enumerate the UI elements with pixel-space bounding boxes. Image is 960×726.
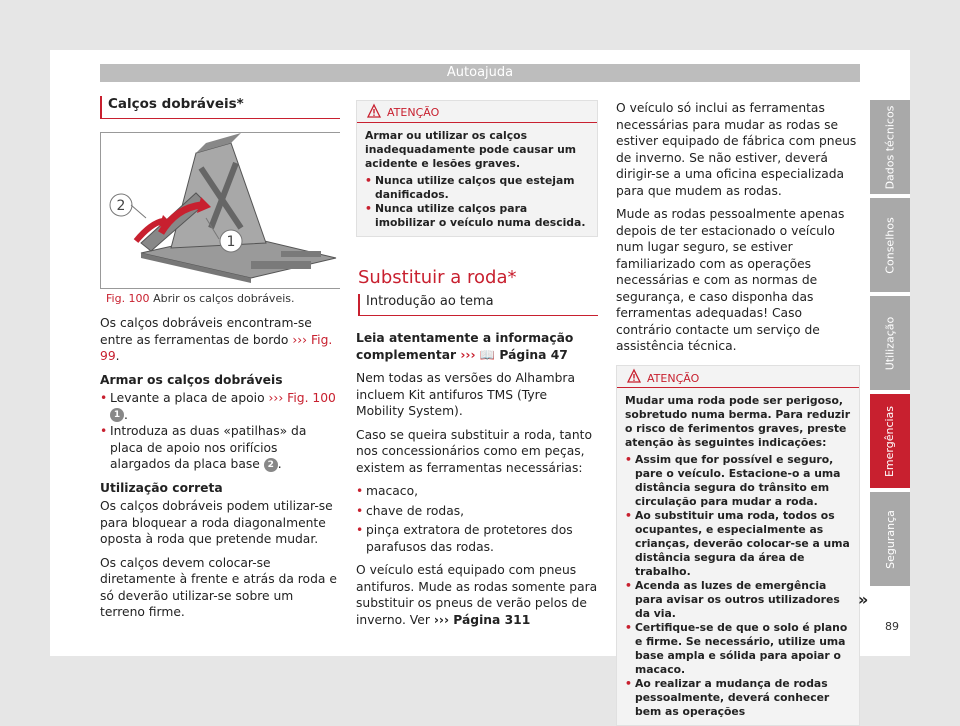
list-item: • chave de rodas, — [356, 503, 598, 520]
lead-text: Leia atentamente a informação complementar — [356, 331, 574, 362]
warning-header — [357, 101, 597, 123]
warning-body — [617, 388, 859, 725]
tab-emergencias[interactable]: Emergências — [870, 394, 910, 488]
figure-label: Fig. 100 — [106, 292, 150, 305]
figure-caption-text: Abrir os calços dobráveis. — [153, 292, 295, 305]
arm-title: Armar os calços dobráveis — [100, 372, 283, 387]
arm-step-1: Levante a placa de apoio — [110, 391, 265, 405]
manual-page — [50, 50, 910, 718]
page-311-link[interactable]: ››› Página 311 — [433, 612, 531, 627]
column-3 — [616, 100, 860, 726]
book-icon: 📖 — [479, 347, 496, 362]
column-1: Os calços dobráveis encontram-se entre as ferramentas de bordo ››› Fig. 99. Armar os calços dobráveis • Levante a placa de apoio ››› Fig. 100 1 . • Introduza as duas «patilhas» da placa de apoio nos orifícios alargados da placa base 2 . Utilização correta Os calços dobráveis podem utilizar-se para bloquear a roda diagonalmente oposta à roda que pretende mudar. Os calços devem colocar-se diretamente à frente e atrás da roda e só deverão utilizar-se sobre um terreno firme. — [100, 315, 340, 628]
subsection-title: Introdução ao tema — [358, 294, 598, 316]
warning-box-chocks — [356, 100, 598, 237]
fig99-link[interactable]: ››› Fig. 99 — [100, 332, 333, 363]
callout-1: 1 — [226, 234, 236, 250]
warning-text: Armar ou utilizar os calços inadequadamente pode causar um acidente e lesões graves. — [365, 129, 577, 170]
list-item: • macaco, — [356, 483, 598, 500]
callout-badge-1: 1 — [110, 408, 124, 422]
list-item: • Acenda as luzes de emergência para avisar os outros utilizadores da via. — [625, 579, 851, 621]
use-title: Utilização correta — [100, 480, 223, 495]
arm-step-2: Introduza as duas «patilhas» da placa de apoio nos orifícios alargados da placa base — [110, 424, 307, 471]
warning-box-wheel-change — [616, 365, 860, 726]
figure-caption — [100, 288, 340, 308]
paragraph-winter-tires: O veículo só inclui as ferramentas necessárias para mudar as rodas se estiver equipado de fábrica com pneus de inverno. Se não estiver, deverá dirigir-se a uma oficina especializada para que mudem as rodas. — [616, 101, 857, 198]
tab-utilizacao[interactable]: Utilização — [870, 296, 910, 390]
wheel-chock-illustration — [101, 133, 341, 293]
warning-body — [357, 123, 597, 236]
tab-seguranca[interactable]: Segurança — [870, 492, 910, 586]
use-paragraph-2: Os calços devem colocar-se diretamente à frente e atrás da roda e só deverão utilizar-se sobre um terreno firme. — [100, 555, 337, 619]
warning-header — [617, 366, 859, 388]
section-title-wheel-chocks: Calços dobráveis* — [100, 96, 340, 119]
section-title-replace-wheel: Substituir a roda* — [358, 267, 517, 288]
paragraph-antifuro: O veículo está equipado com pneus antifuros. Mude as rodas somente para substituir os pneus de verão pelos de inverno. Ver — [356, 563, 598, 627]
fig100-link[interactable]: ››› Fig. 100 — [268, 391, 336, 405]
tab-conselhos[interactable]: Conselhos — [870, 198, 910, 292]
chapter-header: Autoajuda — [100, 64, 860, 82]
paragraph-tools: Caso se queira substituir a roda, tanto nos concessionários como em peças, existem as ferramentas necessárias: — [356, 427, 592, 475]
column-2 — [356, 100, 598, 635]
page-47-link[interactable]: Página 47 — [499, 347, 568, 362]
list-item: • Ao substituir uma roda, todos os ocupantes, e especialmente as crianças, deverão colocar-se a uma distância segura da área de trabalho. — [625, 509, 851, 579]
section-heading-block — [356, 267, 598, 316]
paragraph-safety: Mude as rodas pessoalmente apenas depois de ter estacionado o veículo num lugar seguro, se estiver familiarizado com as operações necessárias e com as normas de segurança, e caso disponha das ferramentas adequadas! Caso contrário contacte um serviço de assistência técnica. — [616, 207, 845, 353]
list-item: • Levante a placa de apoio ››› Fig. 100 1 . — [100, 390, 340, 423]
list-item: • Assim que for possível e seguro, pare o veículo. Estacione-o a uma distância segura do trânsito em circulação para mudar a roda. — [625, 453, 851, 509]
page-number: 89 — [885, 620, 899, 633]
tab-dados-tecnicos[interactable]: Dados técnicos — [870, 100, 910, 194]
list-item: • Ao realizar a mudança de rodas pessoalmente, deverá conhecer bem as operações — [625, 677, 851, 719]
intro-text: Os calços dobráveis encontram-se entre as ferramentas de bordo — [100, 316, 312, 347]
list-item: • Introduza as duas «patilhas» da placa de apoio nos orifícios alargados da placa base 2 . — [100, 423, 340, 473]
continued-arrow-icon: » — [858, 590, 869, 609]
list-item: • pinça extratora de protetores dos parafusos das rodas. — [356, 522, 598, 555]
warning-label: ATENÇÃO — [387, 106, 440, 119]
list-item: • Nunca utilize calços para imobilizar o veículo numa descida. — [365, 202, 589, 230]
warning-text: Mudar uma roda pode ser perigoso, sobretudo numa berma. Para reduzir o risco de ferimentos graves, preste atenção às seguintes indicações: — [625, 393, 851, 449]
callout-badge-2: 2 — [264, 458, 278, 472]
list-item: • Nunca utilize calços que estejam danificados. — [365, 174, 589, 202]
list-item: • Certifique-se de que o solo é plano e firme. Se necessário, utilize uma base ampla e sólida para apoiar o macaco. — [625, 621, 851, 677]
warning-label: ATENÇÃO — [647, 371, 700, 385]
use-paragraph-1: Os calços dobráveis podem utilizar-se para bloquear a roda diagonalmente oposta à roda que pretende mudar. — [100, 499, 333, 546]
warning-triangle-icon — [627, 369, 641, 383]
paragraph-tms: Nem todas as versões do Alhambra incluem Kit antifuros TMS (Tyre Mobility System). — [356, 371, 575, 418]
warning-triangle-icon — [367, 104, 381, 118]
callout-2: 2 — [116, 198, 126, 214]
replace-wheel-text: Leia atentamente a informação complementar ››› 📖 Página 47 Nem todas as versões do Alhambra incluem Kit antifuros TMS (Tyre Mobility System). Caso se queira substituir a roda, tanto nos concessionários como em peças, existem as ferramentas necessárias: • macaco, • chave de rodas, • pinça extratora de protetores dos parafusos das rodas. O veículo está equipado com pneus antifuros. Mude as rodas somente para substituir os pneus de verão pelos de inverno. Ver ››› Página 311 — [356, 330, 598, 628]
figure-wheel-chocks — [100, 132, 340, 304]
